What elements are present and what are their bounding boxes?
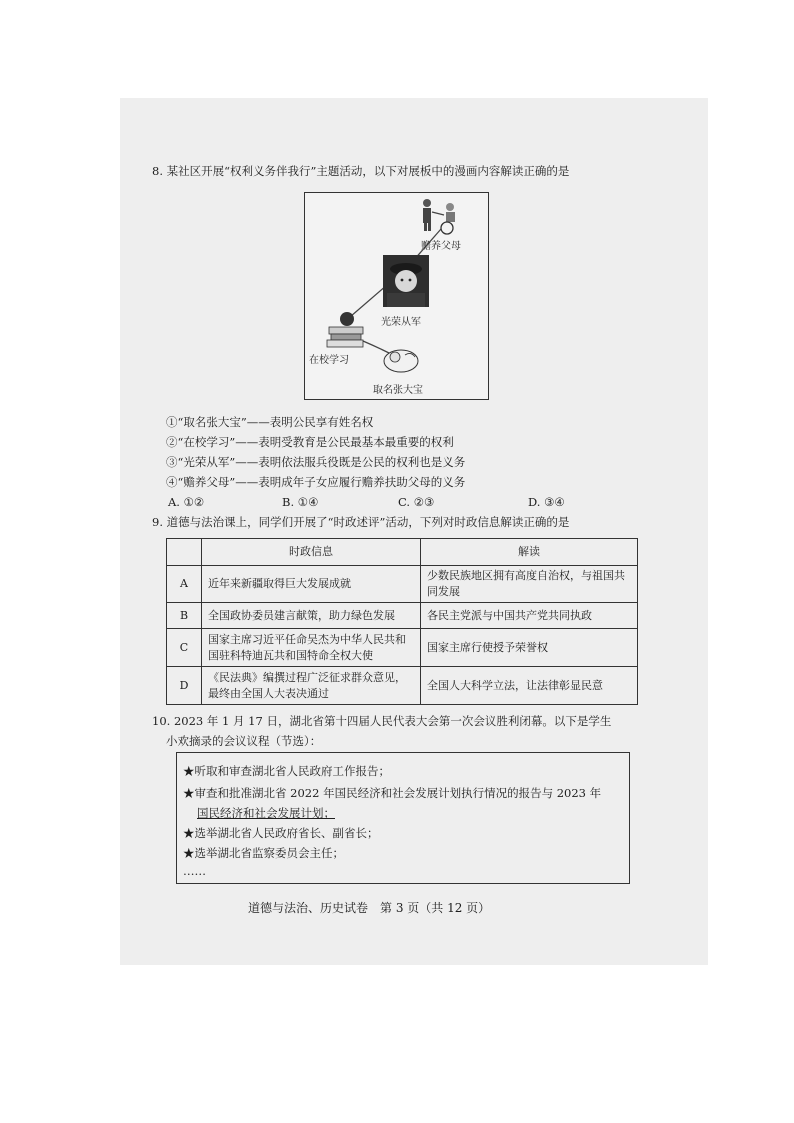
q8-statement-4: ④“赡养父母”——表明成年子女应履行赡养扶助父母的义务 (166, 475, 466, 489)
row-info: 国家主席习近平任命吴杰为中华人民共和国驻科特迪瓦共和国特命全权大使 (202, 629, 421, 667)
agenda-ellipsis: …… (183, 864, 206, 878)
agenda-item-4: ★选举湖北省监察委员会主任； (183, 846, 344, 860)
baby-figure (384, 350, 418, 372)
q9-table (166, 538, 638, 705)
row-reading: 少数民族地区拥有高度自治权，与祖国共同发展 (421, 566, 638, 603)
row-info: 全国政协委员建言献策，助力绿色发展 (202, 603, 421, 629)
q8-stem: 8. 某社区开展“权利义务伴我行”主题活动，以下对展板中的漫画内容解读正确的是 (152, 164, 570, 178)
agenda-item-1: ★听取和审查湖北省人民政府工作报告； (183, 764, 390, 778)
page-footer: 道德与法治、历史试卷 第 3 页（共 12 页） (248, 901, 491, 915)
table-header-blank (167, 539, 202, 566)
agenda-item-2-cont: 国民经济和社会发展计划； (197, 806, 335, 820)
row-letter: B (167, 603, 202, 629)
soldier-figure (383, 255, 429, 307)
agenda-item-3: ★选举湖北省人民政府省长、副省长； (183, 826, 379, 840)
q8-option-b: B. ①④ (282, 495, 319, 509)
table-row (167, 603, 638, 629)
table-row (167, 566, 638, 603)
label-support-parents: 赡养父母 (421, 241, 461, 252)
agenda-box (176, 752, 630, 884)
q8-statement-2: ②“在校学习”——表明受教育是公民最基本最重要的权利 (166, 435, 454, 449)
student-figure (327, 312, 363, 347)
q8-statement-3: ③“光荣从军”——表明依法服兵役既是公民的权利也是义务 (166, 455, 466, 469)
row-info: 《民法典》编撰过程广泛征求群众意见，最终由全国人大表决通过 (202, 667, 421, 705)
label-military-service: 光荣从军 (381, 317, 421, 328)
q8-statement-1: ①“取名张大宝”——表明公民享有姓名权 (166, 415, 374, 429)
table-header-reading: 解读 (421, 539, 638, 566)
q10-stem-line2: 小欢摘录的会议议程（节选）： (166, 734, 322, 748)
row-reading: 全国人大科学立法，让法律彰显民意 (421, 667, 638, 705)
q8-option-c: C. ②③ (398, 495, 435, 509)
row-letter: D (167, 667, 202, 705)
q8-option-d: D. ③④ (528, 495, 565, 509)
q10-stem-line1: 10. 2023 年 1 月 17 日，湖北省第十四届人民代表大会第一次会议胜利闭幕。以下是学生 (152, 714, 612, 728)
row-letter: C (167, 629, 202, 667)
table-header-row (167, 539, 638, 566)
row-reading: 各民主党派与中国共产党共同执政 (421, 603, 638, 629)
row-info: 近年来新疆取得巨大发展成就 (202, 566, 421, 603)
row-letter: A (167, 566, 202, 603)
parents-figure (423, 199, 455, 234)
label-school-study: 在校学习 (309, 355, 349, 366)
table-header-info: 时政信息 (202, 539, 421, 566)
label-baby-name: 取名张大宝 (373, 385, 423, 396)
comic-illustration (305, 193, 488, 399)
row-reading: 国家主席行使授予荣誉权 (421, 629, 638, 667)
q8-option-a: A. ①② (168, 495, 205, 509)
table-row (167, 629, 638, 667)
q9-stem: 9. 道德与法治课上，同学们开展了“时政述评”活动，下列对时政信息解读正确的是 (152, 515, 570, 529)
agenda-item-2: ★审查和批准湖北省 2022 年国民经济和社会发展计划执行情况的报告与 2023 年 (183, 786, 602, 800)
comic-panel (304, 192, 489, 400)
table-row (167, 667, 638, 705)
